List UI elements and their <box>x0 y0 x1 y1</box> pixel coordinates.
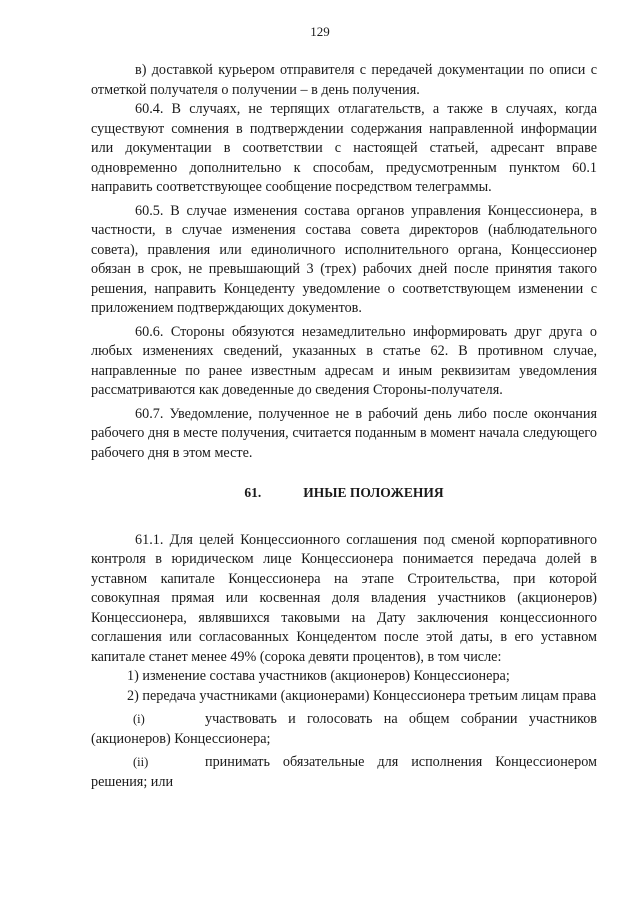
sub-item-i <box>91 710 597 749</box>
paragraph-61-1: 61.1. Для целей Концессионного соглашения под сменой корпоративного контроля в юридическом лице Концессионера понимается передача долей в уставном капитале Концессионера на этапе Строительства, при которой совокупная прямая или косвенная доля владения участников (акционеров) Концессионера, являвшихся таковыми на Дату заключения концессионного соглашения или согласованных Концедентом после этой даты, в его уставном капитале станет менее 49% (сорока девяти процентов), в том числе: <box>91 531 597 665</box>
section-number: 61. <box>244 485 262 500</box>
sub-item-ii <box>91 753 597 792</box>
page-number: 129 <box>310 24 330 39</box>
sub-item-i-marker: (i) <box>133 712 145 726</box>
sub-item-i-text: участвовать и голосовать на общем собрании участников (акционеров) Концессионера; <box>91 711 597 747</box>
sub-item-ii-marker: (ii) <box>133 755 149 769</box>
sub-item-ii-text: принимать обязательные для исполнения Концессионером решения; или <box>91 754 597 790</box>
section-title: ИНЫЕ ПОЛОЖЕНИЯ <box>303 485 444 500</box>
document-body <box>91 61 597 792</box>
paragraph-60-6: 60.6. Стороны обязуются незамедлительно информировать друг друга о любых изменениях сведений, указанных в статье 62. В противном случае, направленные по ранее известным адресам и иным реквизитам уведомления рассматриваются как доведенные до сведения Стороны-получателя. <box>91 323 597 398</box>
paragraph-60-5: 60.5. В случае изменения состава органов управления Концессионера, в частности, в случае изменения состава совета директоров (наблюдательного совета), правления или единоличного исполнительного органа, Концессионер обязан в срок, не превышающий 3 (трех) рабочих дней после принятия такого решения, направить Концеденту уведомление о соответствующем изменении с приложением подтверждающих документов. <box>91 202 597 316</box>
paragraph-60-7: 60.7. Уведомление, полученное не в рабочий день либо после окончания рабочего дня в месте получения, считается поданным в момент начала следующего рабочего дня в этом месте. <box>91 405 597 461</box>
list-item-2: 2) передача участниками (акционерами) Концессионера третьим лицам права <box>127 687 597 704</box>
paragraph-60-4: 60.4. В случаях, не терпящих отлагательств, а также в случаях, когда существуют сомнения в подтверждении содержания направленной информации или документации в соответствии с настоящей статьей, адресант вправе одновременно дополнительно к способам, предусмотренным пунктом 60.1 направить соответствующее сообщение посредством телеграммы. <box>91 101 597 195</box>
list-item-1: 1) изменение состава участников (акционеров) Концессионера; <box>127 668 510 684</box>
section-heading <box>91 483 597 503</box>
paragraph-v: в) доставкой курьером отправителя с передачей документации по описи с отметкой получателя о получении – в день получения. <box>91 62 597 98</box>
